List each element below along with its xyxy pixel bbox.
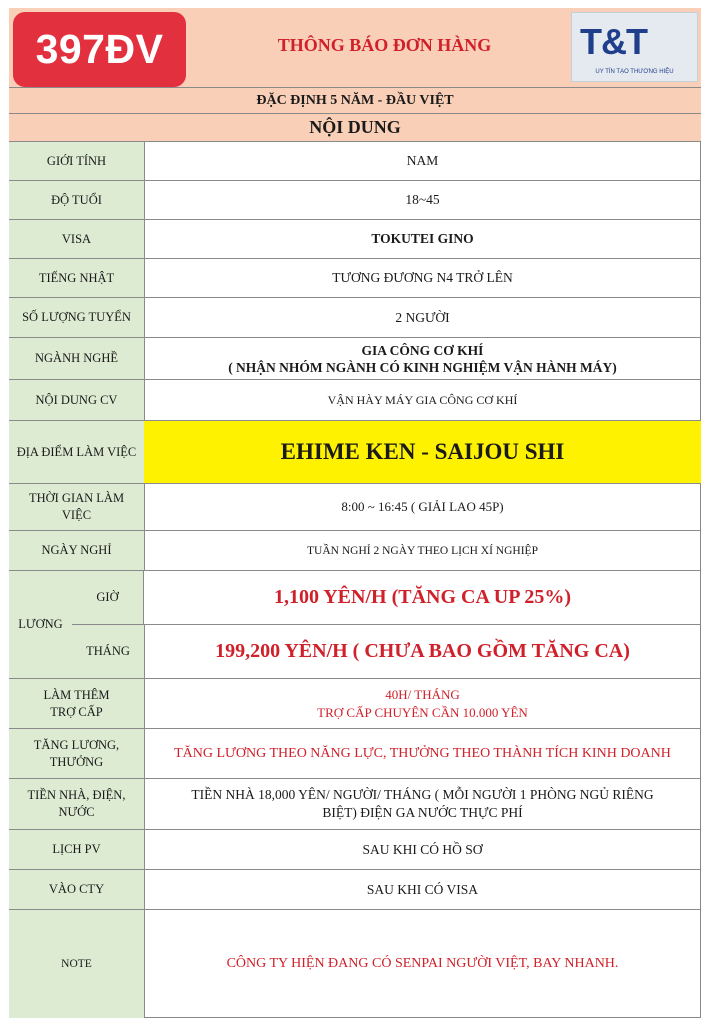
label-worktime <box>9 484 145 530</box>
label-raise <box>9 729 145 778</box>
raise-label-1: TĂNG LƯƠNG, <box>33 737 120 752</box>
value-gender: NAM <box>406 153 439 168</box>
label-dayoff: NGÀY NGHỈ <box>9 531 145 570</box>
logo-tagline: UY TÍN TẠO THƯƠNG HIỆU <box>595 69 674 75</box>
value-age: 18~45 <box>405 192 440 207</box>
page-title: THÔNG BÁO ĐƠN HÀNG <box>277 34 492 55</box>
housing-line-2: BIỆT) ĐIỆN GA NƯỚC THỰC PHÍ <box>322 805 523 820</box>
value-interview: SAU KHI CÓ HỒ SƠ <box>362 841 483 857</box>
label-job: NỘI DUNG CV <box>9 380 145 420</box>
overtime-line-1: 40H/ THÁNG <box>385 686 460 702</box>
order-code-badge: 397ĐV <box>13 12 186 87</box>
subtitle: ĐẶC ĐỊNH 5 NĂM - ĐẦU VIỆT <box>256 92 454 108</box>
label-note: NOTE <box>9 910 145 1018</box>
row-salary <box>9 571 701 679</box>
row-location <box>9 421 701 484</box>
label-quantity: SỐ LƯỢNG TUYỂN <box>9 298 145 337</box>
row-overtime <box>9 679 701 729</box>
label-industry: NGÀNH NGHỀ <box>9 338 145 379</box>
label-age: ĐỘ TUỔI <box>9 181 145 219</box>
row-note <box>9 910 701 1018</box>
subtitle-row <box>9 88 701 114</box>
value-entry: SAU KHI CÓ VISA <box>366 881 479 897</box>
row-visa <box>9 220 701 259</box>
value-salary-hour: 1,100 YÊN/H (TĂNG CA UP 25%) <box>144 571 701 625</box>
label-visa: VISA <box>9 220 145 258</box>
label-japanese: TIẾNG NHẬT <box>9 259 145 297</box>
row-industry <box>9 338 701 380</box>
value-housing <box>144 779 701 829</box>
value-note: CÔNG TY HIỆN ĐANG CÓ SENPAI NGƯỜI VIỆT, BAY NHANH. <box>226 956 619 971</box>
label-location: ĐỊA ĐIỂM LÀM VIỆC <box>9 421 145 483</box>
value-dayoff: TUẦN NGHỈ 2 NGÀY THEO LỊCH XÍ NGHIỆP <box>307 544 538 557</box>
row-housing <box>9 779 701 830</box>
row-japanese <box>9 259 701 298</box>
value-industry <box>144 338 701 379</box>
row-worktime <box>9 484 701 531</box>
value-visa: TOKUTEI GINO <box>371 231 474 246</box>
value-worktime: 8:00 ~ 16:45 ( GIẢI LAO 45P) <box>341 499 504 514</box>
company-logo <box>571 12 698 82</box>
row-age <box>9 181 701 220</box>
raise-label-2: THƯỞNG <box>49 754 104 769</box>
value-job: VẬN HÀY MÁY GIA CÔNG CƠ KHÍ <box>327 393 518 407</box>
value-japanese: TƯƠNG ĐƯƠNG N4 TRỞ LÊN <box>332 270 513 285</box>
housing-label-1: TIỀN NHÀ, ĐIỆN, <box>27 788 126 802</box>
label-overtime <box>9 679 145 728</box>
row-job <box>9 380 701 421</box>
label-housing <box>9 779 145 829</box>
value-location: EHIME KEN - SAIJOU SHI <box>144 421 701 483</box>
label-entry: VÀO CTY <box>9 870 145 909</box>
label-salary-month: THÁNG <box>72 625 145 678</box>
label-salary-hour: GIỜ <box>72 571 144 625</box>
value-quantity: 2 NGƯỜI <box>395 309 450 325</box>
overtime-label-1: LÀM THÊM <box>43 687 110 702</box>
row-quantity <box>9 298 701 338</box>
section-row <box>9 114 701 142</box>
logo-text: T&T <box>580 21 647 62</box>
overtime-line-2: TRỢ CẤP CHUYÊN CẦN 10.000 YÊN <box>317 704 528 720</box>
label-salary: LƯƠNG <box>9 571 73 678</box>
section-title: NỘI DUNG <box>309 117 401 137</box>
worktime-label-1: THỜI GIAN LÀM <box>28 491 125 505</box>
label-gender: GIỚI TÍNH <box>9 142 145 180</box>
value-raise: TĂNG LƯƠNG THEO NĂNG LỰC, THƯỞNG THEO THÀNH TÍCH KINH DOANH <box>174 745 671 761</box>
worktime-label-2: VIỆC <box>61 508 92 522</box>
value-overtime <box>144 679 701 728</box>
overtime-label-2: TRỢ CẤP <box>50 704 103 719</box>
row-entry <box>9 870 701 910</box>
housing-line-1: TIỀN NHÀ 18,000 YÊN/ NGƯỜI/ THÁNG ( MỖI NGƯỜI 1 PHÒNG NGỦ RIÊNG <box>191 787 654 802</box>
housing-label-2: NƯỚC <box>58 805 95 819</box>
row-gender <box>9 142 701 181</box>
industry-line-1: GIA CÔNG CƠ KHÍ <box>361 342 484 358</box>
row-interview <box>9 830 701 870</box>
industry-line-2: ( NHẬN NHÓM NGÀNH CÓ KINH NGHIỆM VẬN HÀNH MÁY) <box>228 359 617 375</box>
row-raise <box>9 729 701 779</box>
row-dayoff <box>9 531 701 571</box>
value-salary-month: 199,200 YÊN/H ( CHƯA BAO GỒM TĂNG CA) <box>215 640 630 662</box>
label-interview: LỊCH PV <box>9 830 145 869</box>
